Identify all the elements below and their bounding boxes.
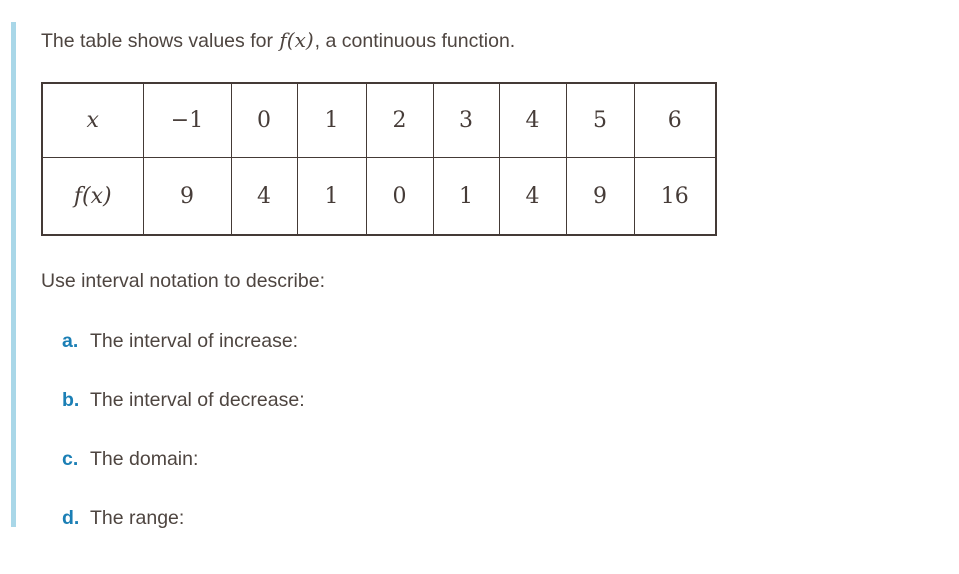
item-text-decrease: The interval of decrease: <box>90 389 305 411</box>
problem-statement <box>41 27 515 54</box>
x-value-cell: 2 <box>366 83 433 158</box>
fx-math-notation: f(x) <box>279 28 314 52</box>
table-row-x <box>42 83 716 158</box>
list-item-domain <box>62 447 198 471</box>
instruction-text: Use interval notation to describe: <box>41 270 325 292</box>
fx-value-cell: 1 <box>297 158 366 236</box>
left-accent-bar <box>11 22 16 527</box>
list-item-decrease <box>62 388 305 412</box>
x-value-cell: 3 <box>433 83 499 158</box>
item-text-range: The range: <box>90 507 185 529</box>
item-label-b: b. <box>62 389 80 411</box>
x-value-cell: 5 <box>566 83 634 158</box>
x-value-cell: 0 <box>231 83 297 158</box>
item-label-d: d. <box>62 507 80 529</box>
function-values-table <box>41 82 717 236</box>
fx-value-cell: 4 <box>499 158 566 236</box>
x-value-cell: 6 <box>634 83 716 158</box>
table-row-fx <box>42 158 716 236</box>
item-label-c: c. <box>62 448 79 470</box>
fx-value-cell: 4 <box>231 158 297 236</box>
fx-value-cell: 0 <box>366 158 433 236</box>
fx-value-cell: 9 <box>566 158 634 236</box>
item-text-domain: The domain: <box>90 448 199 470</box>
fx-value-cell: 1 <box>433 158 499 236</box>
problem-statement-prefix: The table shows values for <box>41 30 279 52</box>
problem-statement-suffix: , a continuous function. <box>314 30 516 52</box>
fx-value-cell: 16 <box>634 158 716 236</box>
item-label-a: a. <box>62 330 79 352</box>
row-header-fx: f(x) <box>42 158 143 236</box>
x-value-cell: −1 <box>143 83 231 158</box>
item-text-increase: The interval of increase: <box>90 330 299 352</box>
x-value-cell: 1 <box>297 83 366 158</box>
x-value-cell: 4 <box>499 83 566 158</box>
list-item-increase <box>62 329 298 353</box>
fx-value-cell: 9 <box>143 158 231 236</box>
row-header-x: x <box>42 83 143 158</box>
list-item-range <box>62 506 184 530</box>
